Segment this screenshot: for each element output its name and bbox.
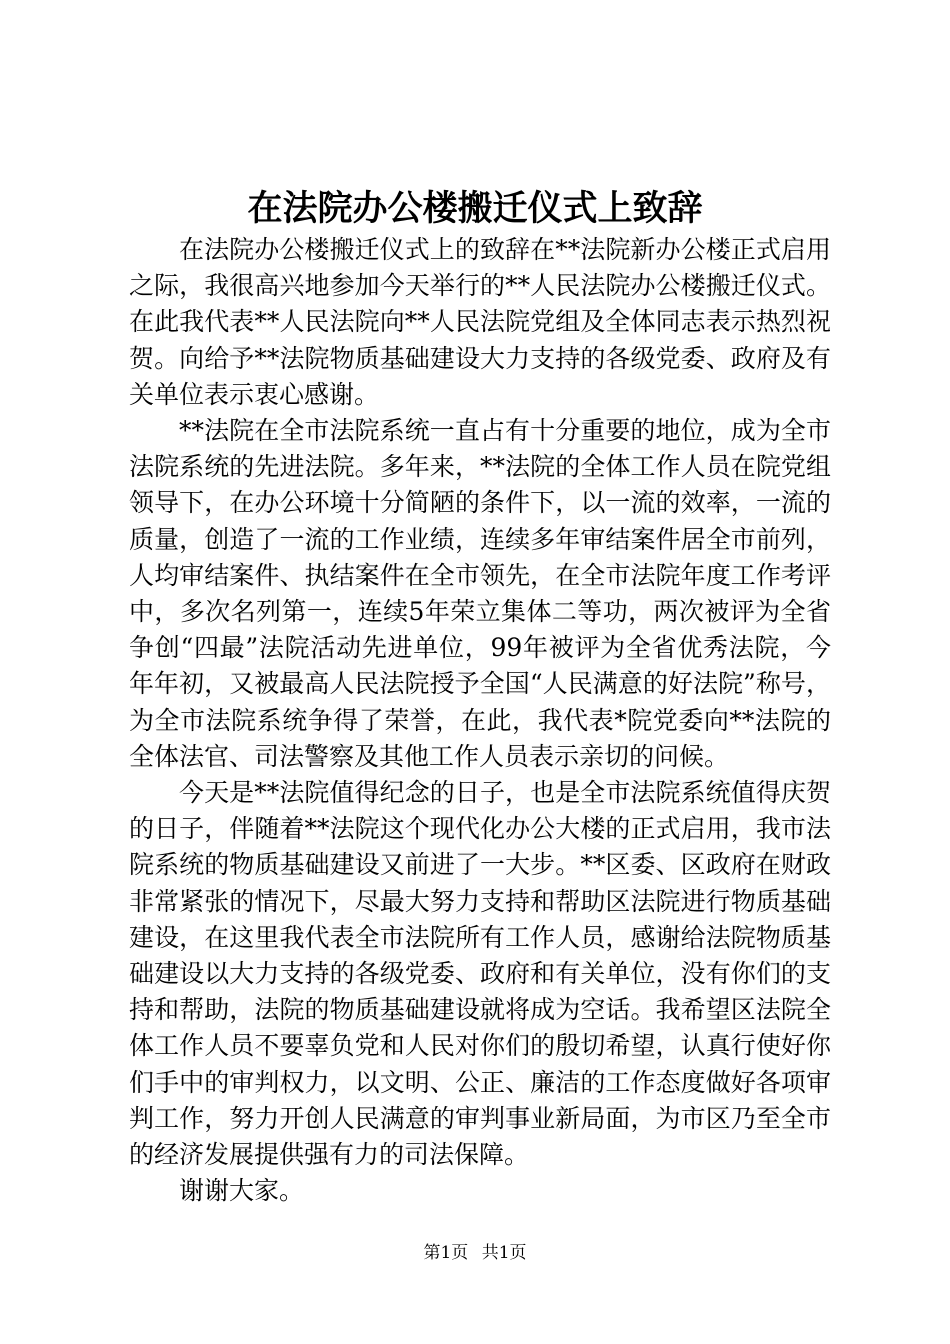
paragraph-1: 在法院办公楼搬迁仪式上的致辞在**法院新办公楼正式启用之际，我很高兴地参加今天举行的**人民法院办公楼搬迁仪式。在此我代表**人民法院向**人民法院党组及全体同志表示热烈祝贺。向给予**法院物质基础建设大力支持的各级党委、政府及有关单位表示衷心感谢。 — [129, 235, 831, 409]
page-footer — [0, 1241, 950, 1265]
paragraph-4: 谢谢大家。 — [179, 1176, 305, 1206]
document-body — [129, 232, 831, 1209]
paragraph-2: **法院在全市法院系统一直占有十分重要的地位，成为全市法院系统的先进法院。多年来，**法院的全体工作人员在院党组领导下，在办公环境十分简陋的条件下，以一流的效率，一流的质量，创造了一流的工作业绩，连续多年审结案件居全市前列，人均审结案件、执结案件在全市领先，在全市法院年度工作考评中，多次名列第一，连续5年荣立集体二等功，两次被评为全省争创“四最”法院活动先进单位，99年被评为全省优秀法院，今年年初，又被最高人民法院授予全国“人民满意的好法院”称号，为全市法院系统争得了荣誉，在此，我代表*院党委向**法院的全体法官、司法警察及其他工作人员表示亲切的问候。 — [129, 416, 831, 771]
page-total: 共1页 — [481, 1243, 527, 1263]
paragraph-3: 今天是**法院值得纪念的日子，也是全市法院系统值得庆贺的日子，伴随着**法院这个现代化办公大楼的正式启用，我市法院系统的物质基础建设又前进了一大步。**区委、区政府在财政非常紧张的情况下，尽最大努力支持和帮助区法院进行物质基础建设，在这里我代表全市法院所有工作人员，感谢给法院物质基础建设以大力支持的各级党委、政府和有关单位，没有你们的支持和帮助，法院的物质基础建设就将成为空话。我希望区法院全体工作人员不要辜负党和人民对你们的殷切希望，认真行使好你们手中的审判权力，以文明、公正、廉洁的工作态度做好各项审判工作，努力开创人民满意的审判事业新局面，为市区乃至全市的经济发展提供强有力的司法保障。 — [129, 778, 831, 1170]
document-title: 在法院办公楼搬迁仪式上致辞 — [247, 188, 703, 229]
page-number: 第1页 — [423, 1243, 469, 1263]
